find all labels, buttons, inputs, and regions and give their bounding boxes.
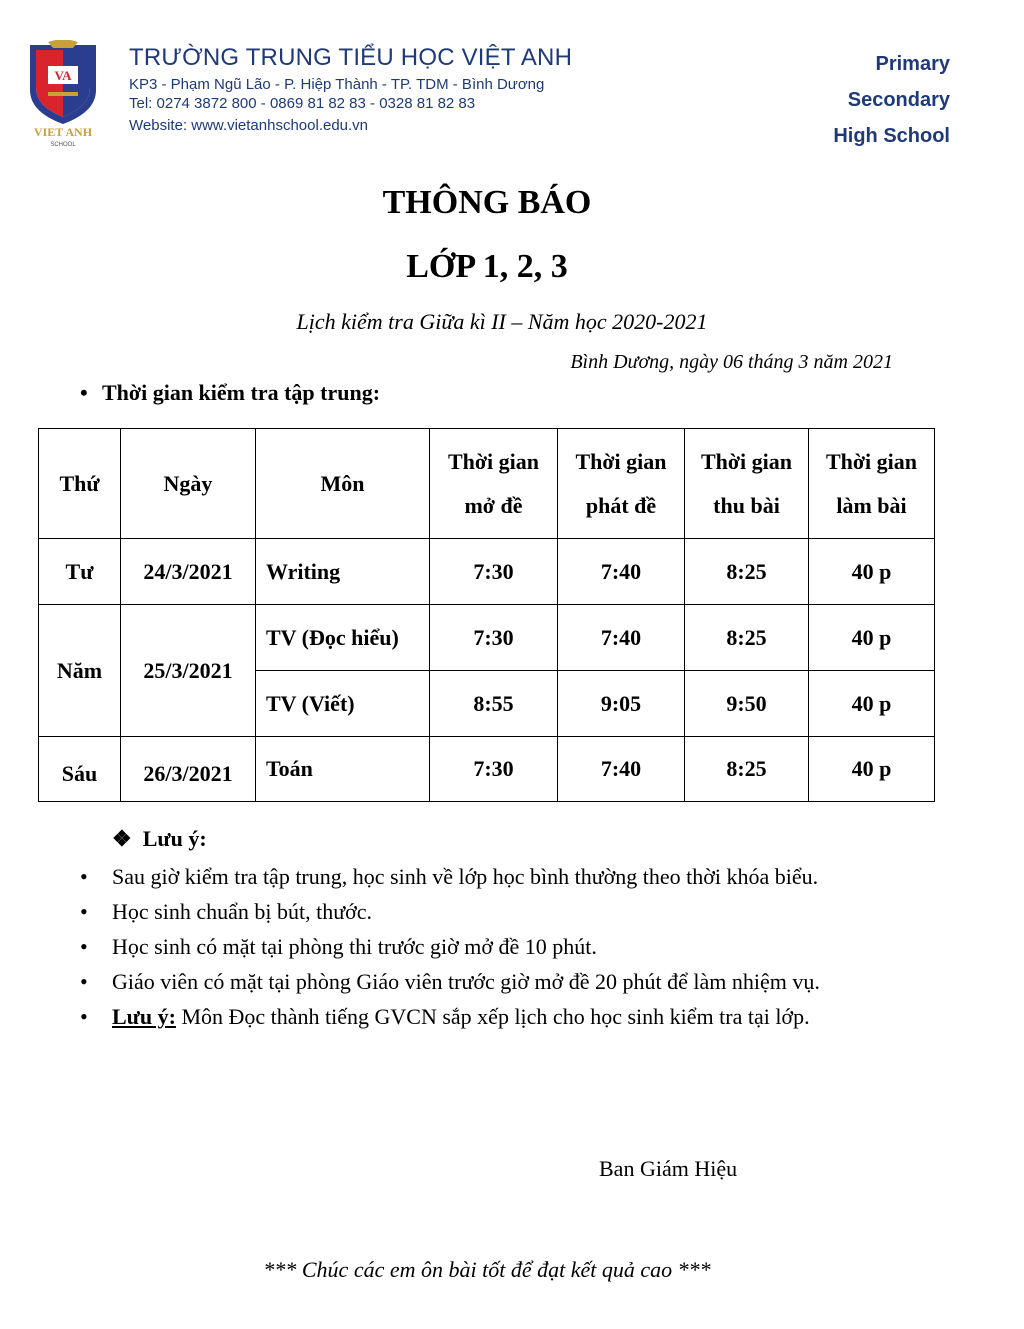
cell-thu-bai: 8:25 [685, 737, 809, 802]
cell-thu-bai: 9:50 [685, 671, 809, 737]
cell-mo-de: 7:30 [430, 539, 558, 605]
table-row [39, 539, 935, 605]
signature: Ban Giám Hiệu [599, 1156, 738, 1181]
cell-mon: TV (Đọc hiểu) [256, 605, 430, 671]
bullet-icon: • [80, 380, 88, 405]
cell-thu-bai: 8:25 [685, 539, 809, 605]
bullet-icon: • [80, 899, 88, 924]
notes-list [80, 860, 895, 1035]
header-phat-de: Thời gian phát đề [558, 429, 685, 539]
cell-lam-bai: 40 p [809, 671, 935, 737]
school-levels [833, 46, 950, 154]
header-mo-de: Thời gian mở đề [430, 429, 558, 539]
school-name: TRƯỜNG TRUNG TIỂU HỌC VIỆT ANH [129, 44, 573, 71]
bullet-icon: • [80, 1004, 88, 1029]
cell-ngay: 26/3/2021 [121, 737, 256, 802]
cell-thu: Năm [39, 605, 121, 737]
footer-message: *** Chúc các em ôn bài tốt để đạt kết quả cao *** [263, 1257, 711, 1282]
cell-phat-de: 7:40 [558, 737, 685, 802]
cell-ngay: 25/3/2021 [121, 605, 256, 737]
cell-phat-de: 9:05 [558, 671, 685, 737]
cell-mo-de: 8:55 [430, 671, 558, 737]
cell-phat-de: 7:40 [558, 605, 685, 671]
school-website[interactable]: Website: www.vietanhschool.edu.vn [129, 117, 369, 134]
notice-title: THÔNG BÁO [382, 184, 592, 221]
note-label: Lưu ý: [112, 1004, 176, 1029]
notes-title: ❖ Lưu ý: [112, 826, 207, 851]
header-ngay: Ngày [121, 429, 256, 539]
table-row [39, 605, 935, 671]
cell-mo-de: 7:30 [430, 605, 558, 671]
cell-lam-bai: 40 p [809, 605, 935, 671]
cell-lam-bai: 40 p [809, 737, 935, 802]
dateline: Bình Dương, ngày 06 tháng 3 năm 2021 [570, 351, 893, 373]
schedule-subtitle: Lịch kiểm tra Giữa kì II – Năm học 2020-2021 [296, 309, 708, 334]
section-heading: • Thời gian kiểm tra tập trung: [80, 380, 381, 405]
header-mon: Môn [256, 429, 430, 539]
school-phone: Tel: 0274 3872 800 - 0869 81 82 83 - 0328 81 82 83 [129, 95, 476, 112]
grade-title: LỚP 1, 2, 3 [406, 248, 568, 285]
document-header [0, 0, 1024, 160]
header-thu-bai: Thời gian thu bài [685, 429, 809, 539]
cell-thu: Sáu [39, 737, 121, 802]
bullet-icon: • [80, 934, 88, 959]
svg-text:VIET ANH: VIET ANH [33, 125, 93, 139]
list-item: • Học sinh chuẩn bị bút, thước. [80, 895, 895, 929]
cell-phat-de: 7:40 [558, 539, 685, 605]
cell-ngay: 24/3/2021 [121, 539, 256, 605]
cell-thu-bai: 8:25 [685, 605, 809, 671]
list-item: • Giáo viên có mặt tại phòng Giáo viên trước giờ mở đề 20 phút để làm nhiệm vụ. [80, 965, 895, 999]
header-thu: Thứ [39, 429, 121, 539]
diamond-bullet-icon: ❖ [112, 826, 132, 851]
table-header-row [39, 429, 935, 539]
header-lam-bai: Thời gian làm bài [809, 429, 935, 539]
bullet-icon: • [80, 969, 88, 994]
level-high-school: High School [833, 125, 950, 147]
cell-lam-bai: 40 p [809, 539, 935, 605]
list-item: • Sau giờ kiểm tra tập trung, học sinh về lớp học bình thường theo thời khóa biểu. [80, 860, 895, 894]
svg-text:VA: VA [54, 68, 72, 83]
cell-mon: Toán [256, 737, 430, 802]
level-secondary: Secondary [847, 89, 950, 111]
school-address: KP3 - Phạm Ngũ Lão - P. Hiệp Thành - TP. TDM - Bình Dương [129, 76, 545, 93]
list-item: • Lưu ý: Môn Đọc thành tiếng GVCN sắp xếp lịch cho học sinh kiểm tra tại lớp. [80, 1000, 895, 1034]
table-row [39, 737, 935, 802]
school-logo [28, 40, 98, 150]
cell-mon: Writing [256, 539, 430, 605]
cell-mon: TV (Viết) [256, 671, 430, 737]
svg-text:SCHOOL: SCHOOL [50, 142, 76, 148]
list-item: • Học sinh có mặt tại phòng thi trước giờ mở đề 10 phút. [80, 930, 895, 964]
exam-schedule-table [38, 428, 935, 802]
level-primary: Primary [875, 53, 950, 75]
bullet-icon: • [80, 864, 88, 889]
cell-thu: Tư [39, 539, 121, 605]
cell-mo-de: 7:30 [430, 737, 558, 802]
